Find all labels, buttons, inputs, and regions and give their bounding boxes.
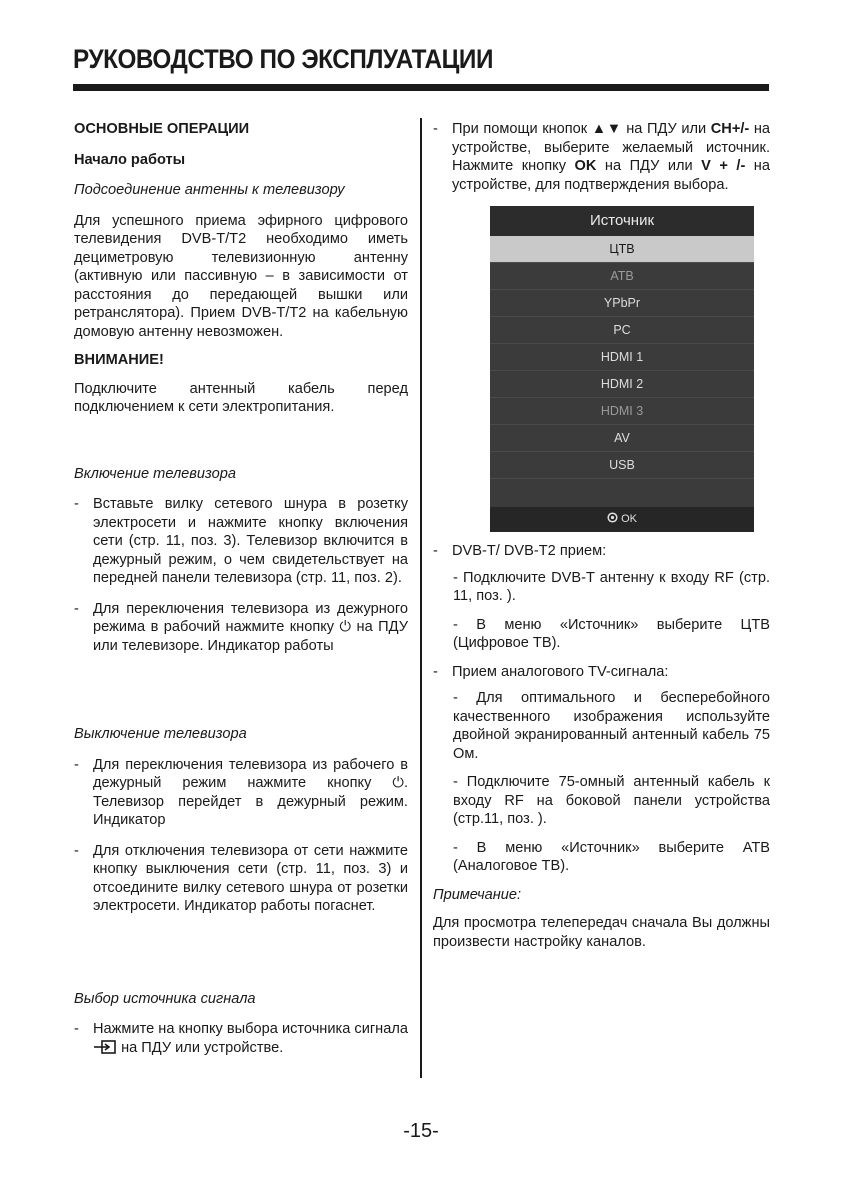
power-off-item-text: Для отключения телевизора от сети нажмите кнопку выключения сети (стр. 11, поз. 3) и отсоедините вилку сетевого шнура от розетки электросети. Индикатор работы погаснет. — [93, 842, 408, 914]
intro-text-1: При помощи кнопок ▲▼ на ПДУ или — [452, 121, 707, 137]
source-item: - Нажмите на кнопку выбора источника сигнала на ПДУ или устройстве. — [74, 1021, 408, 1056]
power-off-item: - Для отключения телевизора от сети нажмите кнопку выключения сети (стр. 11, поз. 3) и отсоедините вилку сетевого шнура от розетки электросети. Индикатор работы погаснет. — [74, 842, 408, 914]
dvb-sub-1: - Подключите DVB-T антенну к входу RF (стр. 11, поз. ). — [453, 569, 770, 604]
source-input-icon — [93, 1040, 117, 1054]
analog-item-text: Прием аналогового TV-сигнала: — [452, 663, 669, 680]
header-rule — [73, 84, 769, 91]
menu-item-pc[interactable]: PC — [490, 317, 754, 344]
column-divider — [420, 118, 422, 1078]
power-off-item-text: Для переключения телевизора из рабочего в дежурный режим нажмите кнопку ⏻. Телевизор перейдет в дежурный режим. Индикатор — [93, 756, 408, 828]
antenna-subtitle: Подсоединение антенны к телевизору — [74, 182, 345, 198]
intro-ok: OK — [574, 158, 597, 174]
menu-title: Источник — [490, 206, 754, 236]
start-title: Начало работы — [74, 151, 186, 168]
analog-sub-1: - Для оптимального и бесперебойного качественного изображения используйте двойной экранированный антенный кабель 75 Ом. — [453, 690, 770, 762]
power-on-subtitle: Включение телевизора — [74, 465, 236, 482]
intro-text-2: на устройстве, выберите желаемый источник. Нажмите кнопку — [452, 121, 771, 174]
source-item-text-before: Нажмите на кнопку выбора источника сигнала — [93, 1021, 408, 1037]
intro-text-3: на ПДУ или — [604, 158, 693, 174]
menu-item-usb[interactable]: USB — [490, 452, 754, 479]
menu-footer-ok: OK — [621, 513, 637, 525]
menu-footer — [490, 507, 754, 532]
right-column — [433, 120, 770, 961]
power-on-item-text: Вставьте вилку сетевого шнура в розетку электросети и нажмите кнопку включения сети (стр. 11, поз. 3). Телевизор включится в дежурный режим, о чем свидетельствует на передней панели телевизора (стр. 11, поз. 2). — [93, 496, 408, 586]
dvb-item-text: DVB-T/ DVB-T2 прием: — [452, 543, 607, 559]
page-number: -15- — [403, 1120, 439, 1142]
menu-item-dtv[interactable]: ЦТВ — [490, 236, 754, 263]
antenna-paragraph: Для успешного приема эфирного цифрового телевидения DVB-T/T2 необходимо иметь дециметровую телевизионную антенну (активную или пассивную – в зависимости от расстояния до передающей вышки или ретранслятора). Прием DVB-T/T2 на кабельную домовую антенну невозможен. — [74, 212, 408, 340]
menu-item-hdmi3[interactable]: HDMI 3 — [490, 398, 754, 425]
analog-sub-3: - В меню «Источник» выберите АТВ (Аналоговое ТВ). — [453, 839, 770, 874]
intro-text-4: на устройстве, для подтверждения выбора. — [452, 158, 770, 193]
power-on-item: - Для переключения телевизора из дежурного режима в рабочий нажмите кнопку ⏻ на ПДУ или телевизоре. Индикатор работы — [74, 600, 408, 654]
dvb-sub-2: - В меню «Источник» выберите ЦТВ (Цифровое ТВ). — [453, 616, 770, 651]
warning-paragraph: Подключите антенный кабель перед подключением к сети электропитания. — [74, 380, 408, 415]
menu-item-av[interactable]: AV — [490, 425, 754, 452]
intro-item: - При помощи кнопок ▲▼ на ПДУ или CH+/- на устройстве, выберите желаемый источник. Нажмите кнопку OK на ПДУ или V + /- на устройстве, для подтверждения выбора. — [433, 121, 771, 193]
section-title: ОСНОВНЫЕ ОПЕРАЦИИ — [74, 121, 250, 137]
menu-item-hdmi2[interactable]: HDMI 2 — [490, 371, 754, 398]
menu-item-hdmi1[interactable]: HDMI 1 — [490, 344, 754, 371]
menu-item-ypbpr[interactable]: YPbPr — [490, 290, 754, 317]
page-title: РУКОВОДСТВО ПО ЭКСПЛУАТАЦИИ — [73, 44, 493, 74]
source-subtitle: Выбор источника сигнала — [74, 990, 256, 1007]
power-on-item-text: Для переключения телевизора из дежурного режима в рабочий нажмите кнопку ⏻ на ПДУ или телевизоре. Индикатор работы — [93, 600, 408, 654]
intro-v: V + /- — [701, 158, 746, 174]
dvb-item: - DVB-T/ DVB-T2 прием: — [433, 543, 607, 559]
analog-sub-2: - Подключите 75-омный антенный кабель к входу RF на боковой панели устройства (стр.11, поз. ). — [453, 774, 770, 827]
ok-circle-icon — [607, 512, 618, 523]
power-off-item: - Для переключения телевизора из рабочего в дежурный режим нажмите кнопку ⏻. Телевизор перейдет в дежурный режим. Индикатор — [74, 756, 408, 828]
note-text: Для просмотра телепередач сначала Вы должны произвести настройку каналов. — [433, 915, 770, 950]
menu-item-atv[interactable]: АТВ — [490, 263, 754, 290]
left-column — [74, 120, 408, 1069]
power-off-subtitle: Выключение телевизора — [74, 726, 247, 742]
note-subtitle: Примечание: — [433, 886, 522, 903]
power-on-item: - Вставьте вилку сетевого шнура в розетку электросети и нажмите кнопку включения сети (стр. 11, поз. 3). Телевизор включится в дежурный режим, о чем свидетельствует на передней панели телевизора (стр. 11, поз. 2). — [74, 496, 408, 586]
source-item-text-after: на ПДУ или устройстве. — [121, 1039, 284, 1056]
analog-item: - Прием аналогового TV-сигнала: — [433, 663, 669, 680]
source-menu-screenshot — [490, 206, 754, 532]
warning-title: ВНИМАНИЕ! — [74, 352, 164, 368]
intro-ch: CH+/- — [710, 121, 750, 137]
